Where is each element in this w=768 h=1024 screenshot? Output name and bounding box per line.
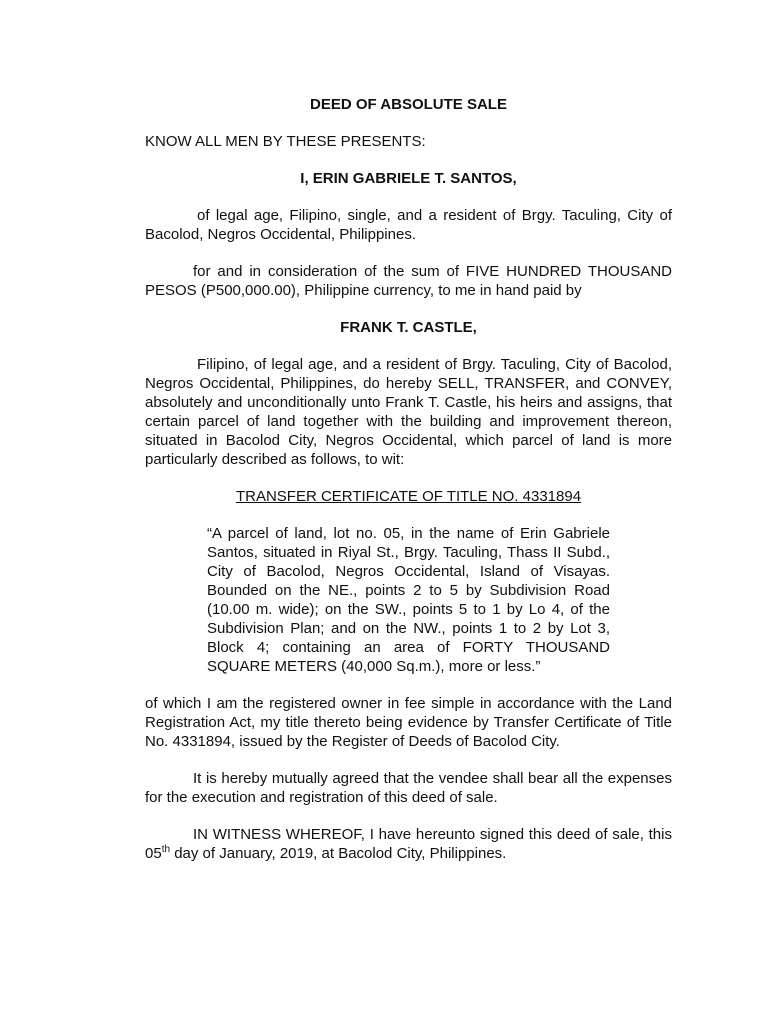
witness-prefix: IN WITNESS WHEREOF, I have hereunto signed this deed of sale, this 05 (145, 826, 672, 862)
witness-suffix: day of January, 2019, at Bacolod City, Philippines. (170, 845, 507, 862)
ownership-statement: of which I am the registered owner in fee simple in accordance with the Land Registration Act, my title thereto being evidence by Transfer Certificate of Title No. 4331894, issued by the Register of Deeds of Bacolod City. (145, 695, 672, 750)
seller-description: of legal age, Filipino, single, and a resident of Brgy. Taculing, City of Bacolod, Negros Occidental, Philippines. (145, 207, 672, 243)
certificate-heading: TRANSFER CERTIFICATE OF TITLE NO. 4331894 (235, 488, 582, 505)
buyer-description: Filipino, of legal age, and a resident of Brgy. Taculing, City of Bacolod, Negros Occidental, Philippines, do hereby SELL, TRANSFER, and CONVEY, absolutely and unconditionally unto Frank T. Castle, his heirs and assigns, that certain parcel of land together with the building and improvement thereon, situated in Bacolod City, Negros Occidental, which parcel of land is more particularly described as follows, to wit: (145, 356, 672, 468)
agreement-paragraph: It is hereby mutually agreed that the vendee shall bear all the expenses for the execution and registration of this deed of sale. (145, 770, 672, 806)
document-title: DEED OF ABSOLUTE SALE (310, 96, 507, 113)
buyer-name: FRANK T. CASTLE, (340, 319, 477, 336)
opening-statement: KNOW ALL MEN BY THESE PRESENTS: (145, 133, 426, 150)
seller-name: I, ERIN GABRIELE T. SANTOS, (300, 170, 517, 187)
consideration-paragraph: for and in consideration of the sum of FIVE HUNDRED THOUSAND PESOS (P500,000.00), Philippine currency, to me in hand paid by (145, 263, 672, 299)
date-superscript: th (161, 844, 171, 855)
land-description: “A parcel of land, lot no. 05, in the name of Erin Gabriele Santos, situated in Riyal St., Brgy. Taculing, Thass II Subd., City of Bacolod, Negros Occidental, Island of Visayas. Bounded on the NE., points 2 to 5 by Subdivision Road (10.00 m. wide); on the SW., points 5 to 1 by Lo 4, of the Subdivision Plan; and on the NW., points 1 to 2 by Lot 3, Block 4; containing an area of FORTY THOUSAND SQUARE METERS (40,000 Sq.m.), more or less.” (207, 525, 610, 675)
deed-document (145, 95, 672, 863)
witness-paragraph (145, 825, 672, 863)
